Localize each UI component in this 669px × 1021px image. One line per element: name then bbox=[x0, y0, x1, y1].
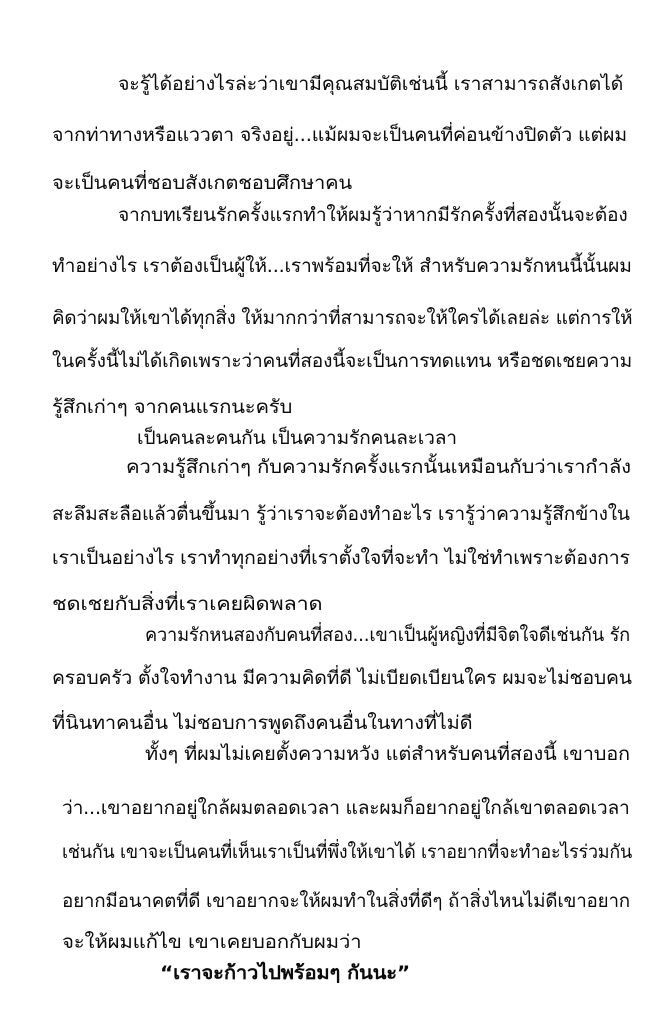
text-line: จากท่าทางหรือแววตา จริงอยู่...แม้ผมจะเป็นคนที่ค่อนข้างปิดตัว แต่ผม bbox=[52, 125, 627, 146]
text-line: ทำอย่างไร เราต้องเป็นผู้ให้...เราพร้อมที่จะให้ สำหรับความรักหนนี้นั้นผม bbox=[52, 256, 632, 277]
text-line: ความรู้สึกเก่าๆ กับความรักครั้งแรกนั้นเหมือนกับว่าเรากำลัง bbox=[126, 457, 631, 478]
text-line: รู้สึกเก่าๆ จากคนแรกนะครับ bbox=[52, 397, 293, 418]
text-line: คิดว่าผมให้เขาได้ทุกสิ่ง ให้มากกว่าที่สามารถจะให้ใครได้เลยล่ะ แต่การให้ bbox=[52, 308, 633, 329]
text-line: ชดเชยกับสิ่งที่เราเคยผิดพลาด bbox=[52, 594, 323, 615]
text-line: ในครั้งนี้ไม่ได้เกิดเพราะว่าคนที่สองนี้จะเป็นการทดแทน หรือชดเชยความ bbox=[52, 351, 633, 372]
text-line: จากบทเรียนรักครั้งแรกทำให้ผมรู้ว่าหากมีรักครั้งที่สองนั้นจะต้อง bbox=[118, 205, 628, 226]
text-line: เช่นกัน เขาจะเป็นคนที่เห็นเราเป็นที่พึ่งให้เขาได้ เราอยากที่จะทำอะไรร่วมกัน bbox=[62, 842, 633, 863]
text-line: ทั้งๆ ที่ผมไม่เคยตั้งความหวัง แต่สำหรับคนที่สองนี้ เขาบอก bbox=[145, 744, 630, 765]
text-line: จะรู้ได้อย่างไรล่ะว่าเขามีคุณสมบัติเช่นนี้ เราสามารถสังเกตได้ bbox=[118, 74, 624, 95]
text-line: อยากมีอนาคตที่ดี เขาอยากจะให้ผมทำในสิ่งที่ดีๆ ถ้าสิ่งไหนไม่ดีเขาอยาก bbox=[62, 891, 630, 912]
text-line: จะเป็นคนที่ชอบสังเกตชอบศึกษาคน bbox=[52, 173, 352, 194]
text-line: จะให้ผมแก้ไข เขาเคยบอกกับผมว่า bbox=[62, 932, 362, 953]
text-line: ว่า...เขาอยากอยู่ใกล้ผมตลอดเวลา และผมก็อยากอยู่ใกล้เขาตลอดเวลา bbox=[62, 798, 630, 819]
text-line: เป็นคนละคนกัน เป็นความรักคนละเวลา bbox=[137, 428, 457, 449]
text-line: เราเป็นอย่างไร เราทำทุกอย่างที่เราตั้งใจที่จะทำ ไม่ใช่ทำเพราะต้องการ bbox=[52, 548, 630, 569]
text-line: สะลึมสะลือแล้วตื่นขึ้นมา รู้ว่าเราจะต้องทำอะไร เรารู้ว่าความรู้สึกข้างใน bbox=[52, 504, 630, 525]
text-line: ความรักหนสองกับคนที่สอง...เขาเป็นผู้หญิงที่มีจิตใจดีเช่นกัน รัก bbox=[145, 625, 631, 646]
text-line: ครอบครัว ตั้งใจทำงาน มีความคิดที่ดี ไม่เบียดเบียนใคร ผมจะไม่ชอบคน bbox=[52, 668, 632, 689]
quote-line: “เราจะก้าวไปพร้อมๆ กันนะ” bbox=[160, 962, 410, 984]
text-line: ที่นินทาคนอื่น ไม่ชอบการพูดถึงคนอื่นในทางที่ไม่ดี bbox=[52, 713, 473, 734]
